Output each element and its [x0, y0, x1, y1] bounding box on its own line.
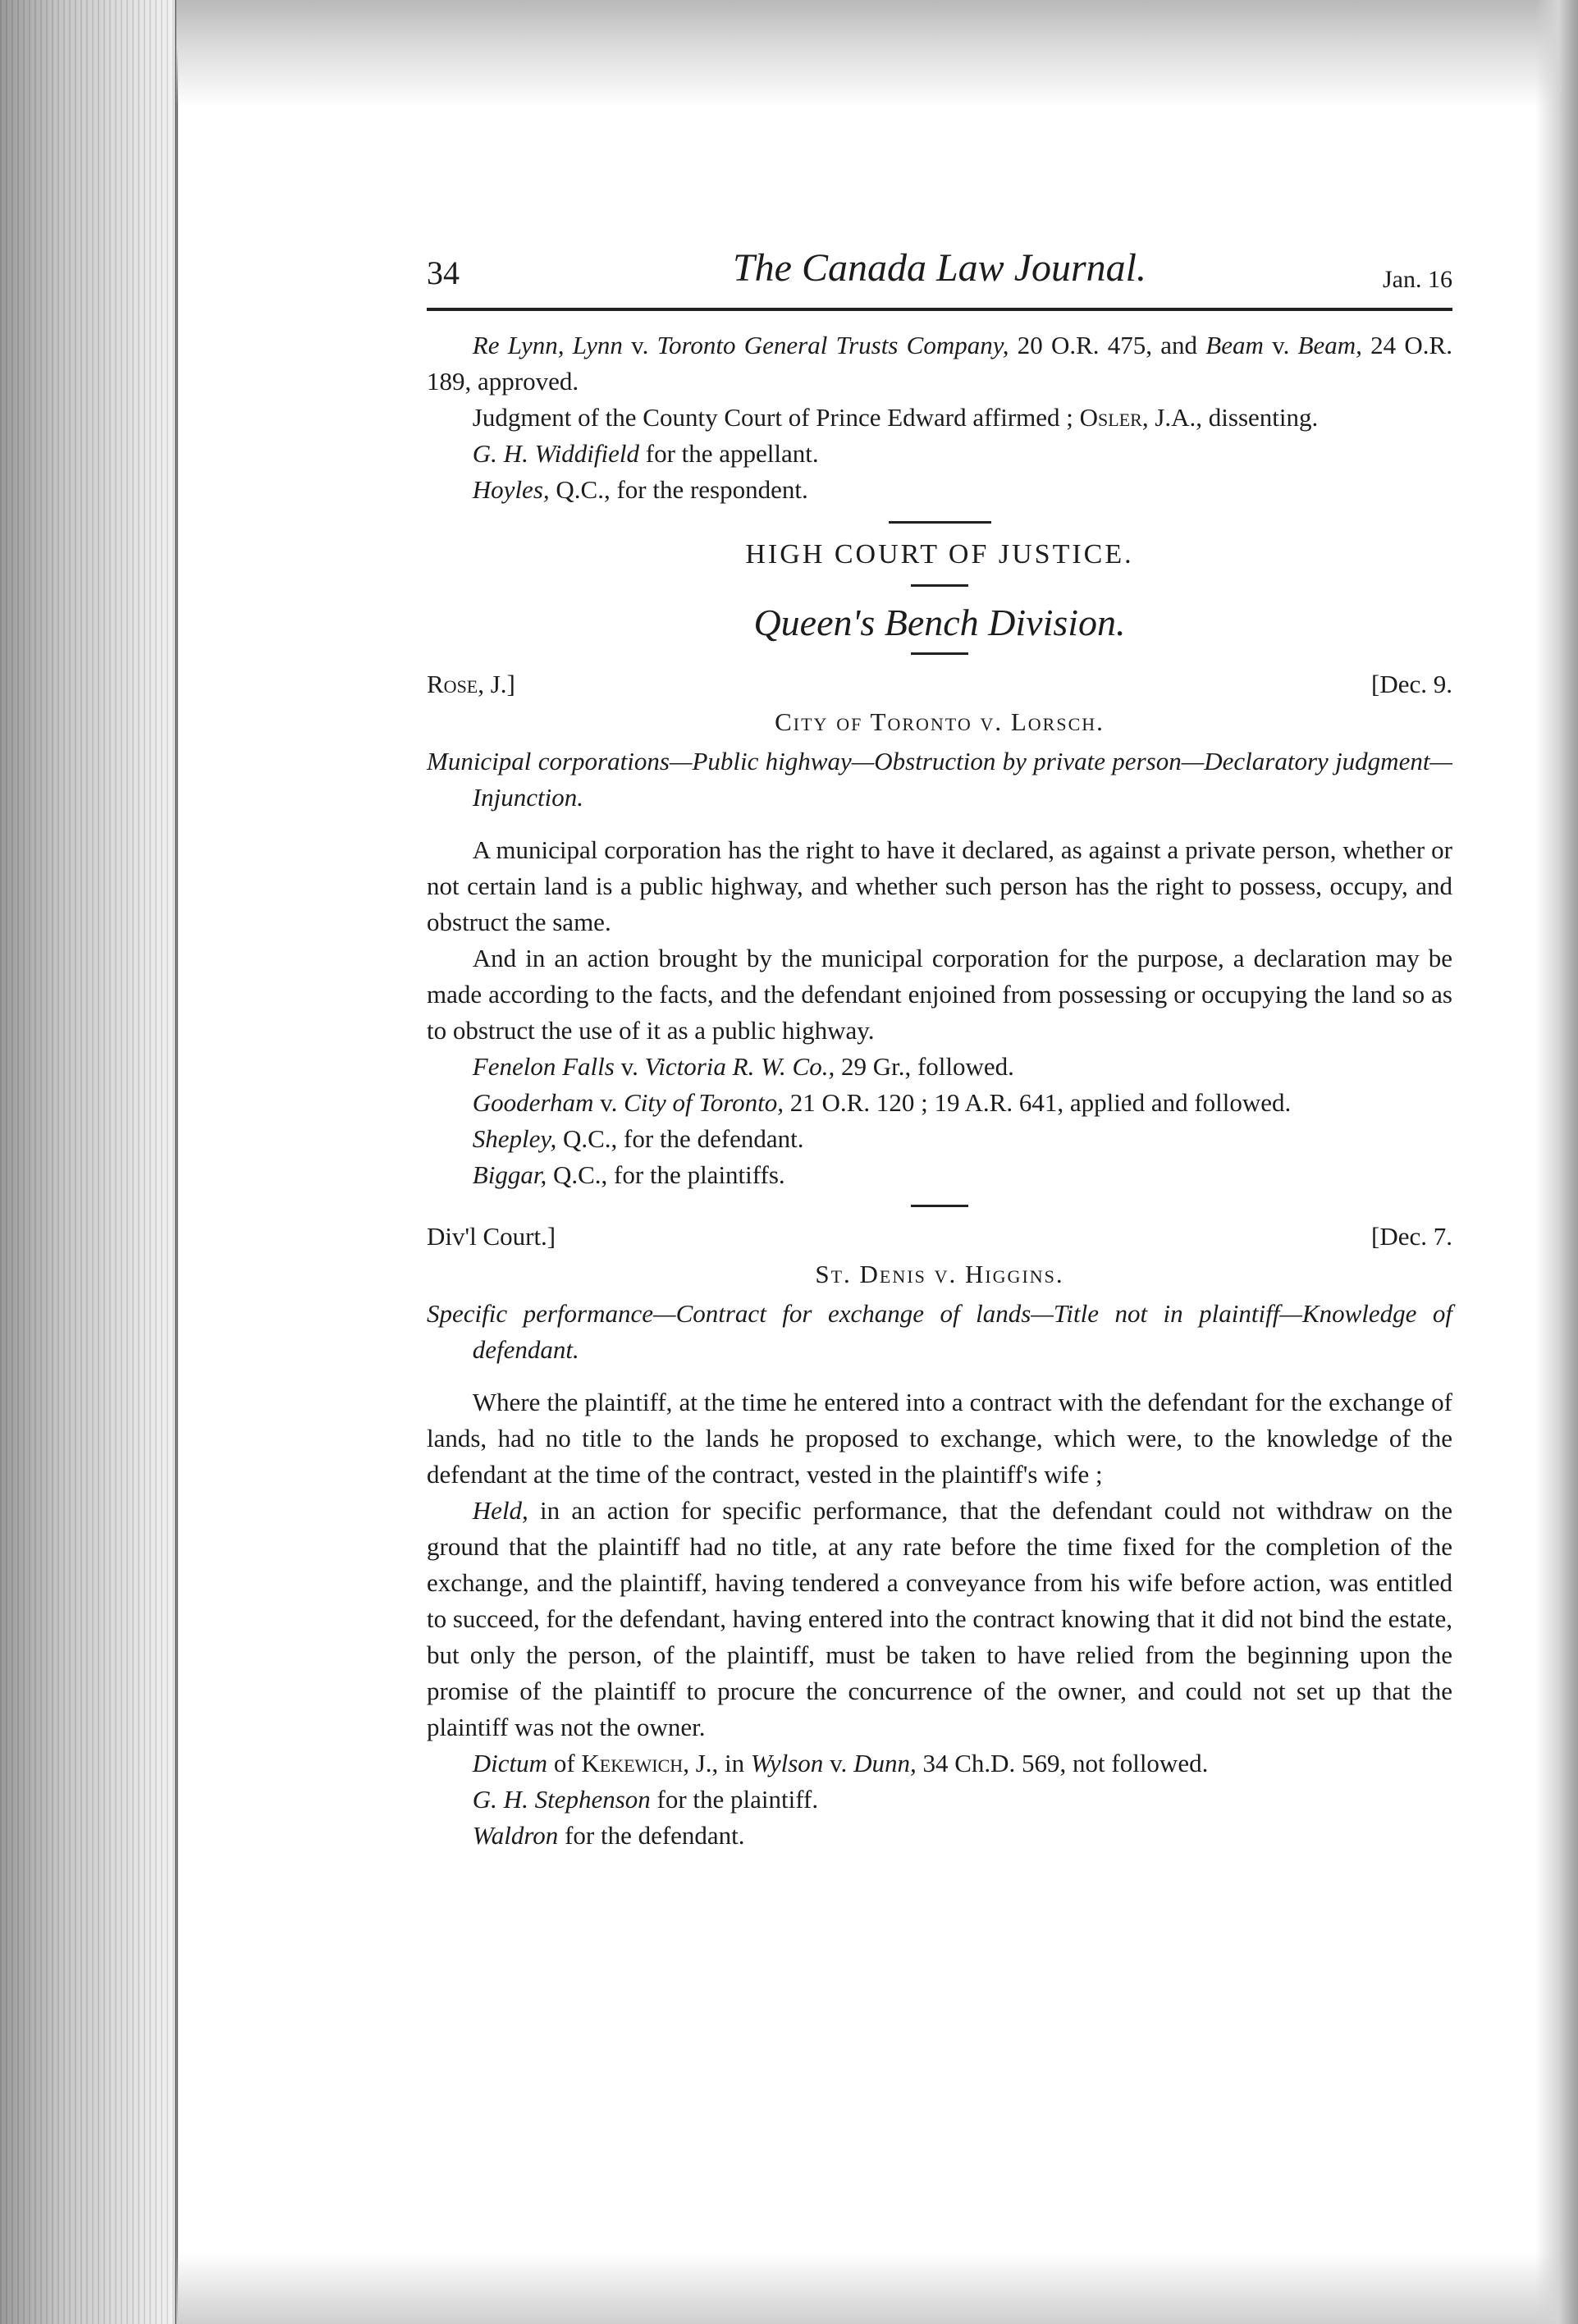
case-b-paragraph-1: Where the plaintiff, at the time he entered into a contract with the defendant for the exchange of lands, had no title to the lands he proposed to exchange, which were, to the knowledge of the defendant at the time of the contract, vested in the plaintiff's wife ;	[427, 1388, 1452, 1489]
binding-edge	[175, 0, 178, 2324]
case-a-paragraph-2: And in an action brought by the municipal corporation for the purpose, a declaration may be made according to the facts, and the defendant enjoined from possessing or occupying the land so as to obstruct the use of it as a public highway.	[427, 944, 1452, 1045]
dictum-text: of	[547, 1749, 582, 1777]
case-b-paragraph-2	[427, 1493, 1452, 1745]
counsel-name: Shepley,	[472, 1124, 557, 1153]
report-reference: 29 Gr., followed.	[835, 1052, 1014, 1081]
case-a-row	[427, 666, 1452, 704]
book-binding-shadow	[0, 0, 176, 2324]
section-rule	[911, 584, 968, 587]
case-b-counsel-plaintiff	[427, 1782, 1452, 1818]
counsel-role: Q.C., for the respondent.	[549, 475, 808, 504]
section-rule	[911, 652, 968, 655]
intro-counsel-appellant	[427, 436, 1452, 472]
issue-date: Jan. 16	[1383, 266, 1452, 293]
intro-judgment	[427, 400, 1452, 436]
court-heading: HIGH COURT OF JUSTICE.	[745, 539, 1134, 570]
case-name: Fenelon Falls	[472, 1052, 615, 1081]
case-name: Dunn,	[853, 1749, 917, 1777]
case-name: Wylson	[750, 1749, 824, 1777]
counsel-role: for the plaintiff.	[650, 1785, 819, 1814]
counsel-name: G. H. Stephenson	[472, 1785, 651, 1814]
judge-name: Osler	[1079, 403, 1142, 432]
case-a-counsel-plaintiffs	[427, 1157, 1452, 1193]
counsel-name: Waldron	[472, 1821, 559, 1850]
case-a-headnote: Municipal corporations—Public highway—Obstruction by private person—Declaratory judgment—Injunction.	[427, 747, 1452, 812]
held-text: in an action for specific performance, that the defendant could not withdraw on the ground that the plaintiff had no title, at any rate before the time fixed for the completion of the exchange, and the plaintiff, having tendered a conveyance from his wife before action, was entitled to succeed, for the defendant, having entered into the contract knowing that it did not bind the estate, but only the person, of the plaintiff, must be taken to have relied from the beginning upon the promise of the plaintiff to procure the concurrence of the owner, and could not set up that the plaintiff was not the owner.	[427, 1496, 1452, 1741]
report-reference: 34 Ch.D. 569, not followed.	[916, 1749, 1209, 1777]
case-name: Victoria R. W. Co.,	[644, 1052, 835, 1081]
case-b-row	[427, 1219, 1452, 1256]
case-b-counsel-defendant	[427, 1818, 1452, 1854]
case-a-citation-2	[427, 1085, 1452, 1121]
header-rule	[427, 308, 1452, 311]
case-b-dictum	[427, 1745, 1452, 1782]
judgment-text: Judgment of the County Court of Prince Edward affirmed ;	[472, 403, 1080, 432]
top-scan-shadow	[176, 0, 1578, 107]
versus: v.	[1263, 331, 1298, 359]
versus: v.	[614, 1052, 645, 1081]
counsel-role: Q.C., for the plaintiffs.	[547, 1160, 785, 1189]
case-b-court: Div'l Court.]	[427, 1222, 556, 1251]
case-a-title: City of Toronto v. Lorsch.	[775, 707, 1105, 736]
case-name: City of Toronto,	[624, 1088, 784, 1117]
report-reference: 21 O.R. 120 ; 19 A.R. 641, applied and followed.	[784, 1088, 1292, 1117]
counsel-role: Q.C., for the defendant.	[556, 1124, 804, 1153]
journal-title: The Canada Law Journal.	[732, 246, 1147, 290]
report-reference: 24 O.R. 189, approved.	[427, 331, 1452, 396]
section-rule	[889, 521, 991, 524]
counsel-name: Hoyles,	[472, 475, 550, 504]
case-b-headnote: Specific performance—Contract for exchange of lands—Title not in plaintiff—Knowledge of defendant.	[427, 1299, 1452, 1364]
page-number: 34	[427, 254, 460, 291]
judge-name: Kekewich	[581, 1749, 684, 1777]
section-rule	[911, 1205, 968, 1207]
versus: v.	[622, 331, 657, 359]
division-heading: Queen's Bench Division.	[753, 602, 1126, 643]
judgment-text: , J.A., dissenting.	[1141, 403, 1319, 432]
case-name: Toronto General Trusts Company,	[656, 331, 1009, 359]
journal-page	[427, 246, 1452, 1854]
case-a-citation-1	[427, 1049, 1452, 1085]
case-a-paragraph-1: A municipal corporation has the right to have it declared, as against a private person, whether or not certain land is a public highway, and whether such person has the right to possess, occupy, and obstruct the same.	[427, 835, 1452, 936]
held-lead: Held,	[472, 1496, 528, 1525]
counsel-name: Biggar,	[472, 1160, 547, 1189]
bottom-scan-shadow	[176, 2253, 1578, 2324]
running-header	[427, 246, 1452, 303]
case-b-title: St. Denis v. Higgins.	[815, 1260, 1064, 1288]
case-b-date: [Dec. 7.	[1371, 1222, 1452, 1251]
case-name: Re Lynn, Lynn	[472, 331, 623, 359]
right-page-edge	[1535, 0, 1578, 2324]
case-name: Beam	[1205, 331, 1264, 359]
versus: v.	[593, 1088, 624, 1117]
intro-citations	[427, 327, 1452, 400]
dictum-lead: Dictum	[472, 1749, 548, 1777]
report-reference: 20 O.R. 475, and	[1009, 331, 1206, 359]
case-a-date: [Dec. 9.	[1371, 670, 1452, 698]
intro-counsel-respondent	[427, 472, 1452, 508]
counsel-name: G. H. Widdifield	[472, 439, 640, 468]
case-name: Gooderham	[472, 1088, 594, 1117]
counsel-role: for the appellant.	[639, 439, 819, 468]
dictum-text: , J., in	[683, 1749, 751, 1777]
versus: v.	[823, 1749, 854, 1777]
counsel-role: for the defendant.	[558, 1821, 745, 1850]
case-a-counsel-defendant	[427, 1121, 1452, 1157]
case-a-judge: Rose, J.]	[427, 670, 515, 698]
case-name: Beam,	[1297, 331, 1362, 359]
